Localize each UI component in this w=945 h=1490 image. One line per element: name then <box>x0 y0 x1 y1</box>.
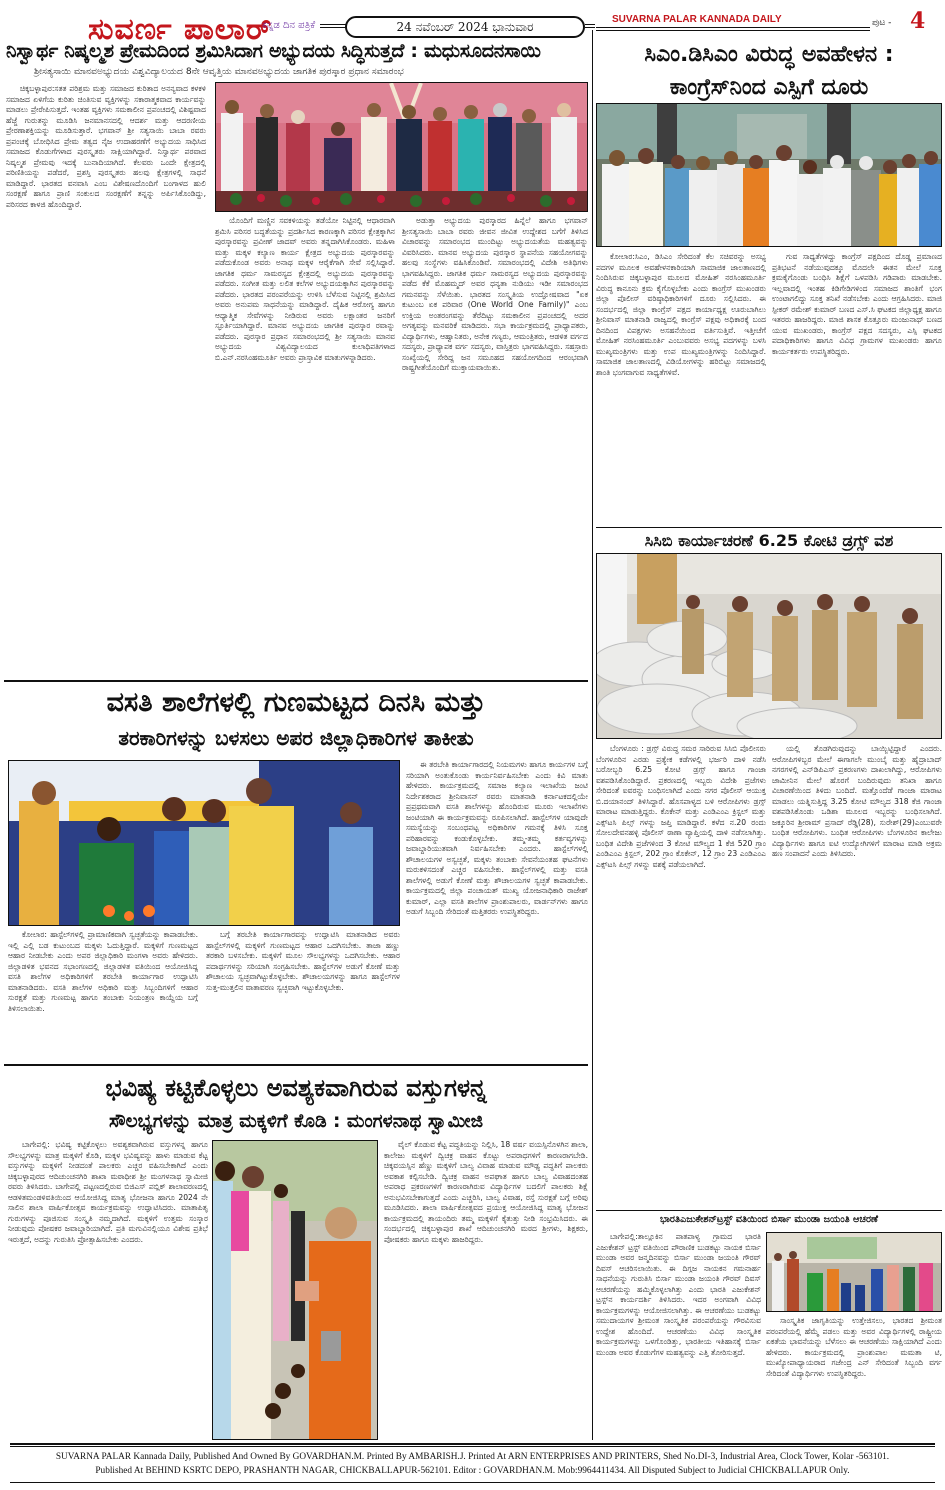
brand-english: SUVARNA PALAR KANNADA DAILY <box>612 14 782 25</box>
congress-col-1 <box>596 252 766 524</box>
masthead-tagline: ಕನ್ನಡ ದಿನ ಪತ್ರಿಕೆ <box>262 20 316 31</box>
drugs-col-1 <box>596 744 766 1199</box>
awards-ceremony-photo <box>216 83 588 212</box>
drugs-col-1-text: ಬೆಂಗಳೂರು : ಡ್ರಗ್ಸ್ ವಿರುದ್ಧ ಸಮರ ಸಾರಿರುವ ಸಿಸಿಬಿ ಪೊಲೀಸರು ಬೆಂಗಳೂರಿನ ಎರಡು ಪ್ರತ್ಯೇಕ ಕಡೆಗಳಲ್ಲಿ ಭರ್ಜರಿ ದಾಳಿ ನಡೆಸಿ ಬರೋಬ್ಬರಿ 6.25 ಕೋಟಿ ಡ್ರಗ್ಸ್ ಹಾಗೂ ಗಾಂಜಾ ವಶಪಡಿಸಿಕೊಂಡಿದ್ದಾರೆ. ಪ್ರಕರಣದಲ್ಲಿ ಇಬ್ಬರು ವಿದೇಶಿ ಪ್ರಜೆಗಳು ಸೇರಿದಂತೆ ಐವರನ್ನು ಬಂಧಿಸಲಾಗಿದೆ ಎಂದು ನಗರ ಪೊಲೀಸ್ ಆಯುಕ್ತ ಬಿ.ದಯಾನಂದ್ ತಿಳಿಸಿದ್ದಾರೆ. ಹೊಸಪಾಳ್ಯದ ಬಳಿ ಆರೋಪಿಗಳು ಡ್ರಗ್ಸ್ ಮಾರಾಟ ಮಾಡುತ್ತಿದ್ದರು. ಕೊಕೇನ್ ಮತ್ತು ಎಂಡಿಎಂಎ ಕ್ರಿಸ್ಟಲ್ ಮತ್ತು ಎಕ್ಸ್‌ಟಸಿ ಪಿಲ್ಸ್ ಗಳನ್ನು ಜಪ್ತಿ ಮಾಡಿದ್ದಾರೆ. ಕಳೆದ ನ.20 ರಂದು ಸೋಲದೇವನಹಳ್ಳಿ ಪೊಲೀಸ್ ಠಾಣಾ ವ್ಯಾಪ್ತಿಯಲ್ಲಿ ದಾಳಿ ನಡೆಸಲಾಗಿತ್ತು. ಬಂಧಿತ ವಿದೇಶಿ ಪ್ರಜೆಗಳಿಂದ 3 ಕೋಟಿ ಮೌಲ್ಯದ 1 ಕೆಜಿ 520 ಗ್ರಾಂ ಎಂಡಿಎಂಎ ಕ್ರಿಸ್ಟಲ್, 202 ಗ್ರಾಂ ಕೊಕೇನ್, 12 ಗ್ರಾಂ 23 ಎಂಡಿಎಂಎ ಎಕ್ಸ್‌ಟಸಿ ಪಿಲ್ಸ್ ಗಳನ್ನು ವಶಕ್ಕೆ ಪಡೆಯಲಾಗಿದೆ. <box>596 744 766 869</box>
lead-col-2 <box>215 216 395 674</box>
swamiji-col-2-text: ವೈಲ್ ಕೊಡುವ ಕೆಟ್ಟ ಪದ್ಧತಿಯನ್ನು ನಿಲ್ಲಿಸಿ, 18 ವರ್ಷ ವಯಸ್ಸಿನೊಳಗಿನ ಶಾಲಾ, ಕಾಲೇಜು ಮಕ್ಕಳಿಗೆ ದ್ವಿಚಕ್ರ ವಾಹನ ಕೊಟ್ಟು ಅಪರಾಧಗಳಿಗೆ ಕಾರಣರಾಗಬೇಡಿ. ಚಿಕ್ಕವಯಸ್ಸಿನ ಹೆಣ್ಣು ಮಕ್ಕಳಿಗೆ ಬಾಲ್ಯ ವಿವಾಹ ಮಾಡುವ ಮೌಢ್ಯ ಪದ್ಧತಿಗೆ ಪಾಲಕರು ಅವಕಾಶ ಕಲ್ಪಿಸಬೇಡಿ. ದ್ವಿಚಕ್ರ ವಾಹನ ಅಪಘಾತ ಹಾಗೂ ಬಾಲ್ಯ ವಿವಾಹದಂತಹ ಅಪರಾಧ ಪ್ರಕರಣಗಳಿಗೆ ಕಾರಣರಾಗಿರುವ ವಿದ್ಯಾರ್ಥಿಗಳ ಬದಲಿಗೆ ಪಾಲಕರು ಶಿಕ್ಷೆ ಅನುಭವಿಸಬೇಕಾಗುತ್ತದೆ ಎಂದು ಎಚ್ಚರಿಸಿ, ಬಾಲ್ಯ ವಿವಾಹ, ರಸ್ತೆ ಸುರಕ್ಷತೆ ಬಗ್ಗೆ ಅರಿವು ಮೂಡಿಸಿದರು. ಶಾಲಾ ವಾರ್ಷಿಕೋತ್ಸವದ ಪ್ರಯುಕ್ತ ಆಯೋಜಿಸಿದ್ದ ಮಾತೃ ಭೋಜನ ಕಾರ್ಯಕ್ರಮದಲ್ಲಿ ತಾಯಂದಿರು ತಮ್ಮ ಮಕ್ಕಳಿಗೆ ಕೈತುತ್ತು ನೀಡಿ ಸಂಭ್ರಮಿಸಿದರು. ಈ ಸಂದರ್ಭದಲ್ಲಿ ಚಿಕ್ಕಬಳ್ಳಾಪುರ ಶಾಖೆ ಆದಿಚುಂಚನಗಿರಿ ಮಠದ ಶ್ರೀಗಳು, ಶಿಕ್ಷಕರು, ಪೋಷಕರು ಹಾಗೂ ಮಕ್ಕಳು ಹಾಜರಿದ್ದರು. <box>384 1140 588 1244</box>
hostel-side-col-text: ಈ ತರಬೇತಿ ಕಾರ್ಯಾಗಾರದಲ್ಲಿ ನಿಯಮಗಳು ಹಾಗೂ ಕಾರ್ಯಗಳ ಬಗ್ಗೆ ಸರಿಯಾಗಿ ಅಂತುಕೊಂಡು ಕಾರ್ಯನಿರ್ವಹಿಸಬೇಕು ಎಂದು ಕಿವಿ ಮಾತು ಹೇಳಿದರು. ಕಾರ್ಯಕ್ರಮದಲ್ಲಿ ಸಮಾಜ ಕಲ್ಯಾಣ ಇಲಾಖೆಯ ಜಂಟಿ ನಿರ್ದೇಶಕರಾದ ಶ್ರೀನಿವಾಸನ್ ರವರು ಮಾತನಾಡಿ ಕರ್ನಾಟಕದಲ್ಲಿಯೇ ಪ್ರಪ್ರಥಮವಾಗಿ ವಸತಿ ಶಾಲೆಗಳನ್ನು ಹೊಂದಿರುವ ಮೂರು ಇಲಾಖೆಗಳು ಜಂಟಿಯಾಗಿ ಈ ಕಾರ್ಯಕ್ರಮವನ್ನು ರೂಪಿಸಲಾಗಿದೆ. ಹಾಸ್ಟೆಲ್‌ಗಳ ಯಾವುದೇ ಸಮಸ್ಯೆಯನ್ನು ಸಂಬಂಧಪಟ್ಟ ಅಧಿಕಾರಿಗಳ ಗಮನಕ್ಕೆ ತಿಳಿಸಿ ಸೂಕ್ತ ಪರಿಹಾರವನ್ನು ಕಂಡುಕೊಳ್ಳಬೇಕು. ತಮ್ಮ-ತಮ್ಮ ಕರ್ತವ್ಯಗಳನ್ನು ಜವಾಬ್ದಾರಿಯುತವಾಗಿ ನಿರ್ವಹಿಸಬೇಕು ಎಂದರು. ಹಾಸ್ಟೆಲ್‌ಗಳಲ್ಲಿ ಶೌಚಾಲಯಗಳ ಅಸ್ವಚ್ಛತೆ, ಮಕ್ಕಳು ತಂಬಾಕು ಸೇವನೆಯಂತಹ ಘಟನೆಗಳು ಮರುಕಳಿಸದಂತೆ ಎಚ್ಚರ ವಹಿಸಬೇಕು. ಹಾಸ್ಟೆಲ್‌ಗಳಲ್ಲಿ ಮತ್ತು ವಸತಿ ಶಾಲೆಗಳಲ್ಲಿ ಅಡುಗೆ ಕೋಣೆ ಮತ್ತು ಶೌಚಾಲಯಗಳ ಸ್ವಚ್ಛತೆ ಕಾಪಾಡಬೇಕು. ಕಾರ್ಯಕ್ರಮದಲ್ಲಿ ಜಿಲ್ಲಾ ಪಂಚಾಯತ್ ಮುಖ್ಯ ಯೋಜನಾಧಿಕಾರಿ ರಾಜೇಶ್ ಕುಮಾರ್, ಎಲ್ಲಾ ವಸತಿ ಶಾಲೆಗಳ ಪ್ರಾಂಶುಪಾಲರು, ವಾರ್ಡನ್‌ಗಳು ಹಾಗೂ ಅಡುಗೆ ಸಿಬ್ಬಂದಿ ಸೇರಿದಂತೆ ಮತ್ತಿತರರು ಉಪಸ್ಥಿತರಿದ್ದರು. <box>406 760 588 916</box>
mothers-meal-photo <box>213 1141 378 1440</box>
lead-col-1 <box>6 84 206 674</box>
swamiji-headline-line2: ಸೌಲಭ್ಯಗಳನ್ನು ಮಾತ್ರ ಮಕ್ಕಳಿಗೆ ಕೊಡಿ : ಮಂಗಳನಾಥ ಸ್ವಾಮೀಜಿ <box>108 1111 484 1132</box>
swamiji-top-rule <box>4 1064 588 1066</box>
hostel-photo <box>8 760 400 926</box>
page-number: 4 <box>910 8 926 34</box>
congress-col-1-text: ಕೋಲಾರ:ಸಿಎಂ, ಡಿಸಿಎಂ ಸೇರಿದಂತೆ ಕೆಲ ಸಚಿವರನ್ನು ಅಸಭ್ಯ ಪದಗಳ ಮೂಲಕ ಅವಹೇಳನಕಾರಿಯಾಗಿ ಸಾಮಾಜಿಕ ಜಾಲತಾಣದಲ್ಲಿ ನಿಂದಿಸಿರುವ ಚಿಕ್ಕಬಳ್ಳಾಪುರ ಮೂಲದ ಮೋಹಿತ್ ನರಸಿಂಹಮೂರ್ತಿ ವಿರುದ್ಧ ಕಾನೂನು ಕ್ರಮ ಕೈಗೊಳ್ಳಬೇಕು ಎಂದು ಕಾಂಗ್ರೆಸ್ ಮುಖಂಡರು ಜಿಲ್ಲಾ ಪೊಲೀಸ್ ವರಿಷ್ಠಾಧಿಕಾರಿಗಳಿಗೆ ದೂರು ಸಲ್ಲಿಸಿದರು. ಈ ಸಂದರ್ಭದಲ್ಲಿ ಜಿಲ್ಲಾ ಕಾಂಗ್ರೆಸ್ ಪಕ್ಷದ ಕಾರ್ಯಾಧ್ಯಕ್ಷ ಊರುಬಾಗಿಲು ಶ್ರೀನಿವಾಸ್ ಮಾತನಾಡಿ ರಾಜ್ಯದಲ್ಲಿ ಕಾಂಗ್ರೆಸ್ ಪಕ್ಷವು ಅಧಿಕಾರಕ್ಕೆ ಬಂದ ದಿನದಿಂದ ವಿಪಕ್ಷಗಳು ಅಸಹನೆಯಿಂದ ವರ್ತಿಸುತ್ತಿವೆ. ಇತ್ತೀಚೆಗೆ ಮೋಹಿತ್ ನರಸಿಂಹಮೂರ್ತಿ ಎಂಬುವವರು ಅಸಭ್ಯ ಪದಗಳನ್ನು ಬಳಸಿ ಮುಖ್ಯಮಂತ್ರಿಗಳು ಮತ್ತು ಉಪ ಮುಖ್ಯಮಂತ್ರಿಗಳನ್ನು ನಿಂದಿಸಿದ್ದಾರೆ. ಸಾಮಾಜಿಕ ಜಾಲತಾಣದಲ್ಲಿ ವಿಡಿಯೋಗಳನ್ನು ಹರಿಬಿಟ್ಟು ಸಮಾಜದಲ್ಲಿ ಶಾಂತಿ ಭಂಗವಾಗುವ ಸಾಧ್ಯತೆಗಳಿವೆ. <box>596 252 766 377</box>
hostel-side-col <box>406 760 588 1060</box>
footer-bottom-rule <box>10 1482 935 1483</box>
lead-col-1-text: ಚಿಕ್ಕಬಳ್ಳಾಪುರ:ಸತತ ಪರಿಶ್ರಮ ಮತ್ತು ಸಮಾಜದ ಕುರಿತಾದ ಅನನ್ಯವಾದ ಕಳಕಳಿ ಸಮಾಜದ ಏಳಿಗೆಯ ಕುರಿತು ಚಿಂತಿಸುವ ವ್ಯಕ್ತಿಗಳನ್ನು ಸಕಾರಾತ್ಮಕವಾದ ಕಾರ್ಯವನ್ನು ಮಾಡಲು ಪ್ರೇರೇಪಿಸುತ್ತದೆ. ಇಂತಹ ವ್ಯಕ್ತಿಗಳು ಸಮಕಾಲೀನ ಪ್ರಪಂಚದಲ್ಲಿ ವಿಶಿಷ್ಟವಾದ ಹೆಜ್ಜೆ ಗುರುತನ್ನು ಮೂಡಿಸಿ ಜನಮಾನಸದಲ್ಲಿ ಆದರ್ಶ ಮತ್ತು ಆದರಣೀಯ ಪ್ರೇರಣಾಶಕ್ತಿಯನ್ನು ಮೂಡಿಸುತ್ತಾರೆ. ಭಗವಾನ್ ಶ್ರೀ ಸತ್ಯಸಾಯಿ ಬಾಬಾ ರವರು ಪ್ರಪಂಚಕ್ಕೆ ಬೋಧಿಸಿದ ಪ್ರೇಮ ತತ್ವದ ನೈಜ ಉದಾಹರಣೆಗೆ ಅಭ್ಯುದಯ ಸಾಧಿಸಿದ ಸಮಾಜದ ಕೊಡುಗೆಗಳಾದ ಪುರಸ್ಕೃತರು ಸಾಕ್ಷಿಯಾಗಿದ್ದಾರೆ. ನಿಸ್ವಾರ್ಥ ಪರವಾದ ನಿಷ್ಕಲ್ಮಶ ಪ್ರೇಮವು ಇದಕ್ಕೆ ಬುನಾದಿಯಾಗಿದೆ. ಕೆಲವರು ಒಂದೇ ಕ್ಷೇತ್ರದಲ್ಲಿ ಪರಿಣಿತಿಯನ್ನು ಪಡೆದರೆ, ಪ್ರಶಸ್ತಿ ಪುರಸ್ಕೃತರು ಹಲವು ಕ್ಷೇತ್ರಗಳಲ್ಲಿ ಸಾಧನೆ ಮಾಡಿದ್ದಾರೆ. ಭಾರತದ ವನವಾಸಿ ಎಂಬ ವಿಶೇಷಣದೊಂದಿಗೆ ಬಂಗಾಳದ ಹುಲಿ ಸಂರಕ್ಷಣೆ ಹಾಗೂ ಪ್ರಾಣಿ ಸಂಕುಲದ ಸಂರಕ್ಷಣೆಗೆ ತನ್ನನ್ನು ಅರ್ಪಿಸಿಕೊಂಡಿದ್ದು, ಪರಿಸರದ ಕಾಳಜಿ ಹೊಂದಿದ್ದಾರೆ. <box>6 84 206 209</box>
swamiji-col-1-text: ಬಾಗೇಪಲ್ಲಿ: ಭವಿಷ್ಯ ಕಟ್ಟಿಕೊಳ್ಳಲು ಅವಶ್ಯಕವಾಗಿರುವ ವಸ್ತುಗಳನ್ನ ಹಾಗೂ ಸೌಲಭ್ಯಗಳನ್ನು ಮಾತ್ರ ಮಕ್ಕಳಿಗೆ ಕೊಡಿ, ಮಕ್ಕಳ ಭವಿಷ್ಯವನ್ನು ಹಾಳು ಮಾಡುವ ಕೆಟ್ಟ ವಸ್ತುಗಳನ್ನು ಮಕ್ಕಳಿಗೆ ನೀಡದಂತೆ ಪಾಲಕರು ಎಚ್ಚರ ವಹಿಸಬೇಕಾಗಿದೆ ಎಂದು ಚಿಕ್ಕಬಳ್ಳಾಪುರದ ಆದಿಚುಂಚನಗಿರಿ ಶಾಖಾ ಮಠಾಧೀಶ ಶ್ರೀ ಮಂಗಳನಾಥ ಸ್ವಾಮೀಜಿ ರವರು ತಿಳಿಸಿದರು. ಬಾಗೇಪಲ್ಲಿ ಪಟ್ಟಣದಲ್ಲಿರುವ ಬಿಜಿಎಸ್ ಪಬ್ಲಿಕ್ ಶಾಲಾವರಣದಲ್ಲಿ ಆಡಳಿತಮಂಡಳಿವತಿಯಿಂದ ಆಯೋಜಿಸಿದ್ದ ಮಾತೃ ಭೋಜನಾ ಹಾಗೂ 2024 ನೇ ಸಾಲಿನ ಶಾಲಾ ವಾರ್ಷಿಕೋತ್ಸವ ಕಾರ್ಯಕ್ರಮವನ್ನು ಉದ್ಘಾಟಿಸಿದರು. ಮಾತಾಪಿತೃ ಗುರುಗಳನ್ನು ಪೂಜಿಸುವ ಸಂಸ್ಕೃತಿ ನಮ್ಮದಾಗಿದೆ. ಮಕ್ಕಳಿಗೆ ಉತ್ತಮ ಸಂಸ್ಕಾರ ನೀಡುವುದು ಪೋಷಕರ ಜವಾಬ್ದಾರಿಯಾಗಿದೆ. ಪ್ರತಿ ಮಗುವಿನಲ್ಲಿಯೂ ವಿಶೇಷ ಪ್ರತಿಭೆ ಇರುತ್ತದೆ, ಅದನ್ನು ಗುರುತಿಸಿ ಪ್ರೋತ್ಸಾಹಿಸಬೇಕು ಎಂದರು. <box>8 1140 208 1244</box>
birsa-col-2-text: ಸಾಂಸ್ಕೃತಿಕ ಜಾಗೃತಿಯನ್ನು ಉತ್ತೇಜಿಸಲು, ಭಾರತದ ಶ್ರೀಮಂತ ಪರಂಪರೆಯಲ್ಲಿ ಹೆಮ್ಮೆ ಪಡಲು ಮತ್ತು ಅವರ ವಿದ್ಯಾರ್ಥಿಗಳಲ್ಲಿ ರಾಷ್ಟ್ರೀಯ ಏಕತೆಯ ಭಾವನೆಯನ್ನು ಬೆಳೆಸಲು ಈ ಆಚರಣೆಯು ಸಾಕ್ಷಿಯಾಗಿದೆ ಎಂದು ಹೇಳಿದರು. ಕಾರ್ಯಕ್ರಮದಲ್ಲಿ ಪ್ರಾಂಶುಪಾಲ ಮಮತಾ ಟಿ, ಮುಖ್ಯೋಪಾಧ್ಯಾಯರಾದ ಗಜೇಂದ್ರ ಎನ್ ಸೇರಿದಂತೆ ಸಿಬ್ಬಂದಿ ವರ್ಗ ಸೇರಿದಂತೆ ವಿದ್ಯಾರ್ಥಿಗಳು ಉಪಸ್ಥಿತರಿದ್ದರು. <box>766 1316 942 1378</box>
imprint-line-1: SUVARNA PALAR Kannada Daily, Published And Owned By GOVARDHAN.M. Printed By AMBARISH.J. Printed At ARN ENTERPRISES AND PRINTERS, Shed No.DI-3, Industrial Area, Clock Tower, Kolar -563101. <box>55 1452 890 1462</box>
birsa-top-rule <box>596 1210 942 1211</box>
congress-delegation-photo <box>597 104 942 247</box>
hostel-headline-line2: ತರಕಾರಿಗಳನ್ನು ಬಳಸಲು ಅಪರ ಜಿಲ್ಲಾಧಿಕಾರಿಗಳ ತಾಕೀತು <box>118 726 474 750</box>
birsa-col-1-text: ಬಾಗೇಪಲ್ಲಿ:ತಾಲ್ಲೂಕಿನ ಪಾತಪಾಳ್ಯ ಗ್ರಾಮದ ಭಾರತಿ ಎಜುಕೇಶನ್ ಟ್ರಸ್ಟ್ ವತಿಯಿಂದ ಪೌರಾಣಿಕ ಬುಡಕಟ್ಟು ನಾಯಕ ಬಿರ್ಸಾ ಮುಂಡಾ ಅವರ ಜನ್ಮದಿನವನ್ನು ಬಿರ್ಸಾ ಮುಂಡಾ ಜಯಂತಿ ಗೌರವ್ ದಿವಸ್ ಆಚರಿಸಲಾಯಿತು. ಈ ದಿಗ್ಗಜ ನಾಯಕನ ಗಮನಾರ್ಹ ಸಾಧನೆಯನ್ನು ಗುರುತಿಸಿ ಬಿರ್ಸಾ ಮುಂಡಾ ಜಯಂತಿ ಗೌರವ್ ದಿವಸ್ ಆಚರಣೆಯನ್ನು ಹಮ್ಮಿಕೊಳ್ಳಲಾಗಿತ್ತು ಎಂದು ಭಾರತಿ ಎಜುಕೇಶನ್ ಟ್ರಸ್ಟ್‌ನ ಕಾರ್ಯದರ್ಶಿ ತಿಳಿಸಿದರು. ಇದರ ಅಂಗವಾಗಿ ವಿವಿಧ ಕಾರ್ಯಕ್ರಮಗಳನ್ನು ಆಯೋಜಿಸಲಾಗಿತ್ತು. ಈ ಆಚರಣೆಯು ಬುಡಕಟ್ಟು ಸಮುದಾಯಗಳ ಶ್ರೀಮಂತ ಸಾಂಸ್ಕೃತಿಕ ಪರಂಪರೆಯನ್ನು ಗೌರವಿಸುವ ಉದ್ದೇಶ ಹೊಂದಿದೆ. ಆಚರಣೆಯು ವಿವಿಧ ಸಾಂಸ್ಕೃತಿಕ ಕಾರ್ಯಕ್ರಮಗಳನ್ನು ಒಳಗೊಂಡಿತ್ತು, ಭಾರತೀಯ ಇತಿಹಾಸಕ್ಕೆ ಬಿರ್ಸಾ ಮುಂಡಾ ಅವರ ಕೊಡುಗೆಗಳ ಮಹತ್ವವನ್ನು ಎತ್ತಿ ತೋರಿಸುತ್ತದೆ. <box>596 1232 761 1357</box>
congress-photo <box>596 103 942 247</box>
swamiji-col-1 <box>8 1140 208 1440</box>
hostel-top-rule <box>4 680 588 682</box>
swamiji-headline-line1: ಭವಿಷ್ಯ ಕಟ್ಟಿಕೊಳ್ಳಲು ಅವಶ್ಯಕವಾಗಿರುವ ವಸ್ತುಗಳನ್ನ <box>105 1074 487 1102</box>
hostel-headline-line1: ವಸತಿ ಶಾಲೆಗಳಲ್ಲಿ ಗುಣಮಟ್ಟದ ದಿನಸಿ ಮತ್ತು <box>106 687 486 718</box>
police-seizure-photo <box>597 554 942 739</box>
imprint-footer <box>0 1450 945 1478</box>
issue-date: 24 ನವೆಂಬರ್ 2024 ಭಾನುವಾರ <box>345 16 585 38</box>
drugs-col-2-text: ಯಲ್ಲಿ ತೊಡಗಿರುವುದನ್ನು ಬಾಯ್ಬಿಟ್ಟಿದ್ದಾರೆ ಎಂದರು. ಆರೋಪಿಗಳಿಬ್ಬರ ಮೇಲೆ ಈಗಾಗಲೇ ಮುಂಬೈ ಮತ್ತು ಹೈದ್ರಾಬಾದ್ ನಗರಗಳಲ್ಲಿ ಎನ್‌ಡಿಪಿಎಸ್ ಪ್ರಕರಣಗಳು ದಾಖಲಾಗಿದ್ದು, ಆರೋಪಿಗಳು ಜಾಮೀನಿನ ಮೇಲೆ ಹೊರಗೆ ಬಂದಿರುವುದು ತನಿಖಾ ಹಾಗೂ ವಿಚಾರಣೆಯಿಂದ ತಿಳಿದು ಬಂದಿದೆ. ಮತ್ತೊಂದೆಡೆ ಗಾಂಜಾ ಮಾರಾಟ ಮಾಡಲು ಯತ್ನಿಸುತ್ತಿದ್ದ 3.25 ಕೋಟಿ ಮೌಲ್ಯದ 318 ಕೆಜಿ ಗಾಂಜಾ ವಶಪಡಿಸಿಕೊಂಡು ಒಡಿಶಾ ಮೂಲದ ಇಬ್ಬರನ್ನು ಬಂಧಿಸಲಾಗಿದೆ. ಜಕ್ಕೂರಿನ ಶ್ರೀರಾಮ್ ಪ್ರಸಾದ್ ರೆಡ್ಡಿ(28), ಸುರೇಶ್(29)ಎಂಬುವರೇ ಬಂಧಿತ ಆರೋಪಿಗಳು. ಬಂಧಿತ ಆರೋಪಿಗಳು ಬೆಂಗಳೂರಿನ ಕಾಲೇಜು ವಿದ್ಯಾರ್ಥಿಗಳು ಹಾಗೂ ಐಟಿ ಉದ್ಯೋಗಿಗಳಿಗೆ ಮಾರಾಟ ಮಾಡಿ ಅಕ್ರಮ ಹಣ ಸಂಪಾದನೆ ಎಂದು ತಿಳಿಸಿದರು. <box>772 744 942 858</box>
page-label: ಪುಟ - <box>872 18 892 28</box>
hostel-col-2-text: ಬಗ್ಗೆ ತರಬೇತಿ ಕಾರ್ಯಾಗಾರವನ್ನು ಉದ್ಘಾಟಿಸಿ ಮಾತನಾಡಿದ ಅವರು ಹಾಸ್ಟೆಲ್‌ಗಳಲ್ಲಿ ಮಕ್ಕಳಿಗೆ ಗುಣಮಟ್ಟದ ಆಹಾರ ಒದಗಿಸಬೇಕು. ತಾಜಾ ಹಣ್ಣು ತರಕಾರಿ ಬಳಸಬೇಕು. ಮಕ್ಕಳಿಗೆ ಮೂಲ ಸೌಲಭ್ಯಗಳನ್ನು ಒದಗಿಸಬೇಕು. ಆಹಾರ ಪದಾರ್ಥಗಳನ್ನು ಸರಿಯಾಗಿ ಸಂಗ್ರಹಿಸಬೇಕು. ಹಾಸ್ಟೆಲ್‌ಗಳ ಅಡುಗೆ ಕೋಣೆ ಮತ್ತು ಶೌಚಾಲಯ ಸ್ವಚ್ಛವಾಗಿಟ್ಟುಕೊಳ್ಳಬೇಕು. ಶೌಚಾಲಯಗಳನ್ನು ಹಾಗೂ ಹಾಸ್ಟೆಲ್‌ಗಳ ಸುತ್ತ-ಮುತ್ತಲಿನ ವಾತಾವರಣ ಸ್ವಚ್ಛವಾಗಿ ಇಟ್ಟುಕೊಳ್ಳಬೇಕು. <box>206 930 400 992</box>
birsa-col-1 <box>596 1232 761 1438</box>
congress-headline-line2: ಕಾಂಗ್ರೆಸ್‌ನಿಂದ ಎಸ್ಪಿಗೆ ದೂರು <box>669 75 869 100</box>
birsa-photo <box>766 1232 942 1312</box>
masthead-logo: ಸುವರ್ಣ ಪಾಲಾರ್ <box>88 12 273 47</box>
lead-photo <box>215 82 588 212</box>
swamiji-col-2 <box>384 1140 588 1440</box>
birsa-col-2 <box>766 1316 942 1438</box>
swamiji-photo <box>212 1140 378 1440</box>
column-divider <box>592 30 593 1440</box>
lead-col-3 <box>402 216 588 674</box>
students-group-photo <box>767 1233 942 1312</box>
hostel-col-2 <box>206 930 400 1060</box>
congress-headline-line1: ಸಿಎಂ.ಡಿಸಿಎಂ ವಿರುದ್ಧ ಅವಹೇಳನ : <box>644 42 894 67</box>
birsa-headline: ಭಾರತಿಎಜುಕೇಶನ್‌ಟ್ರಸ್ಟ್ ವತಿಯಿಂದ ಬಿರ್ಸಾ ಮುಂಡಾ ಜಯಂತಿ ಆಚರಣೆ <box>659 1214 878 1225</box>
drugs-headline: ಸಿಸಿಬಿ ಕಾರ್ಯಾಚರಣೆ 6.25 ಕೋಟಿ ಡ್ರಗ್ಸ್ ವಶ <box>644 531 894 550</box>
congress-headline <box>596 38 942 104</box>
footer-top-rule <box>10 1443 935 1447</box>
hostel-col-1-text: ಕೋಲಾರ: ಹಾಸ್ಟೆಲ್‌ಗಳಲ್ಲಿ ಪ್ರಾಮಾಣಿಕವಾಗಿ ಸ್ವಚ್ಛತೆಯನ್ನು ಕಾಪಾಡಬೇಕು. ಇಲ್ಲಿ ಎಲ್ಲಿ ಬಡ ಕುಟುಂಬದ ಮಕ್ಕಳು ಓದುತ್ತಿದ್ದಾರೆ. ಮಕ್ಕಳಿಗೆ ಗುಣಮಟ್ಟದ ಆಹಾರ ನೀಡಬೇಕು ಎಂದು ಅಪರ ಜಿಲ್ಲಾಧಿಕಾರಿ ಮಂಗಳಾ ಅವರು ಹೇಳಿದರು. ಜಿಲ್ಲಾಡಳಿತ ಭವನದ ಸಭಾಂಗಣದಲ್ಲಿ ಜಿಲ್ಲಾಡಳಿತ ವತಿಯಿಂದ ಆಯೋಜಿಸಿದ್ದ ವಸತಿ ಶಾಲೆಗಳ ಅಧಿಕಾರಿಗಳಿಗೆ ತರಬೇತಿ ಕಾರ್ಯಾಗಾರ ಉದ್ಘಾಟಿಸಿ ಮಾತನಾಡಿದರು. ವಸತಿ ಶಾಲೆಗಳ ಅಧಿಕಾರಿ ಮತ್ತು ಸಿಬ್ಬಂದಿಗಳಿಗೆ ಆಹಾರ ಸುರಕ್ಷತೆ ಮತ್ತು ಗುಣಮಟ್ಟ ಹಾಗೂ ತಂಬಾಕು ನಿಯಂತ್ರಣ ಕಾಯ್ದೆಯ ಬಗ್ಗೆ ತಿಳಿಸಲಾಯಿತು. <box>8 930 198 1013</box>
lead-headline: ನಿಸ್ವಾರ್ಥ ನಿಷ್ಕಲ್ಮಶ ಪ್ರೇಮದಿಂದ ಶ್ರಮಿಸಿದಾಗ ಅಭ್ಯುದಯ ಸಿದ್ಧಿಸುತ್ತದೆ : ಮಧುಸೂದನಸಾಯಿ <box>6 40 541 62</box>
congress-col-2 <box>772 252 942 524</box>
lead-col-3-text: ಅಡುತ್ತಾ ಅಭ್ಯುದಯ ಪುರಸ್ಕಾರದ ಹಿನ್ನೆಲೆ ಹಾಗೂ ಭಗವಾನ್ ಶ್ರೀಸತ್ಯಸಾಯಿ ಬಾಬಾ ರವರು ಜೀವನ ಜೀವಿತ ಉದ್ದೇಶದ ಬಗೆಗೆ ತಿಳಿಸಿದ ವಿಚಾರವನ್ನು ಸಮಾರಂಭದ ಮುಂದಿಟ್ಟು ಅಭ್ಯುದಯತೆಯ ಮಹತ್ವವನ್ನು ವಿವರಿಸಿದರು. ಮಾನವ ಅಭ್ಯುದಯ ಪುರಸ್ಕಾರ ಸ್ಥಾಪನೆಯ ಸಹಯೋಗವನ್ನು ಹಲವು ಸಂಸ್ಥೆಗಳು ವಹಿಸಿಕೊಂಡಿವೆ. ಸಮಾರಂಭದಲ್ಲಿ ವಿದೇಶಿ ಅತಿಥಿಗಳು ಭಾಗವಹಿಸಿದ್ದರು. ಜಾಗತಿಕ ಧರ್ಮ ಸಾಮರಸ್ಯದ ಅಭ್ಯುದಯ ಪುರಸ್ಕಾರವನ್ನು ಪಡೆದ ಕೆಕೆ ಮೊಹಮ್ಮದ್ ಅವರ ಧನ್ಯತಾ ನುಡಿಯು ಇಡೀ ಸಮಾರಂಭದ ಗಮನವನ್ನು ಸೆಳೆಯಿತು. ಭಾರತದ ಸಂಸ್ಕೃತಿಯ ಉದ್ಘೋಷವಾದ "ಏಕ ಕುಟುಂಬ ಏಕ ಪರಿವಾರ (One World One Family)" ಎಂಬ ಉಕ್ತಿಯ ಅಂತರಂಗವನ್ನು ತೆರೆದಿಟ್ಟು ಸಮಕಾಲೀನ ಪ್ರಪಂಚದಲ್ಲಿ ಅದರ ಅಗತ್ಯವನ್ನು ಮನವರಿಕೆ ಮಾಡಿದರು. ಸಭಾ ಕಾರ್ಯಕ್ರಮದಲ್ಲಿ ಪ್ರಾಧ್ಯಾಪಕರು, ವಿದ್ಯಾರ್ಥಿಗಳು, ಆಹ್ವಾನಿತರು, ಅನೇಕ ಗಣ್ಯರು, ಆಮಂತ್ರಿತರು, ಆಡಳಿತ ವರ್ಗದ ಸದಸ್ಯರು, ಪ್ರಾಧ್ಯಾಪಕ ವರ್ಗ ಸದಸ್ಯರು, ವಾಸ್ತಿತ್ರರು ಭಾಗವಹಿಸಿದ್ದರು. ಸಹಸ್ರಾರು ಸಂಖ್ಯೆಯಲ್ಲಿ ಸೇರಿದ್ದ ಜನ ಸಮೂಹದ ಸಹಯೋಗದಿಂದ ಆರಂಭವಾಗಿ ರಾಷ್ಟ್ರಗೀತೆಯೊಂದಿಗೆ ಮುಕ್ತಾಯವಾಯಿತು. <box>402 216 588 372</box>
lead-col-2-text: ಯೊಂದಿಗೆ ಮಣ್ಣಿನ ಸವಕಳಿಯನ್ನು ತಡೆಯೋ ನಿಟ್ಟಿನಲ್ಲಿ ಆಧಾರವಾಗಿ ಶ್ರಮಿಸಿ ಪರಿಸರ ಬದ್ಧತೆಯನ್ನು ಪ್ರದರ್ಶಿಸಿದ ಕಾರಣಕ್ಕಾಗಿ ಪರಿಸರ ಕ್ಷೇತ್ರಕ್ಕಾಗಿನ ಪುರಸ್ಕಾರವನ್ನು ಪ್ರವೀಣ್ ಜಾದವ್ ಅವರು ತನ್ನದಾಗಿಸಿಕೊಂಡರು. ಮಹಿಳಾ ಮತ್ತು ಮಕ್ಕಳ ಕಲ್ಯಾಣ ಕಾರ್ಯ ಕ್ಷೇತ್ರದ ಅಭ್ಯುದಯ ಪುರಸ್ಕಾರವನ್ನು ಪಡೆದುಕೊಂಡ ಅವರು ಅನಾಥ ಮಕ್ಕಳ ಆರೈಕೆಗಾಗಿ ಸೇವೆ ಸಲ್ಲಿಸಿದ್ದಾರೆ. ಜಾಗತಿಕ ಧರ್ಮ ಸಾಮರಸ್ಯದ ಕ್ಷೇತ್ರದಲ್ಲಿ ಅಭ್ಯುದಯ ಪುರಸ್ಕಾರವನ್ನು ಪಡೆದರು. ಸಂಗೀತ ಮತ್ತು ಲಲಿತ ಕಲೆಗಳ ಅಭ್ಯುದಯಕ್ಕಾಗಿನ ಪುರಸ್ಕಾರವನ್ನು ಪಡೆದರು. ಭಾರತದ ಪರಂಪರೆಯನ್ನು ಉಳಿಸಿ ಬೆಳೆಸುವ ನಿಟ್ಟಿನಲ್ಲಿ ಶ್ರಮಿಸಿದ ಅವರು ಅನುಪಮ ಸಾಧನೆಯನ್ನು ಮಾಡಿದ್ದಾರೆ. ದೈಹಿಕ ಆರೋಗ್ಯ ಹಾಗೂ ಆಧ್ಯಾತ್ಮಿಕ ಸೇವೆಗಳನ್ನು ನೀಡಿರುವ ಅವರು ಲಕ್ಷಾಂತರ ಜನರಿಗೆ ಸ್ಫೂರ್ತಿಯಾಗಿದ್ದಾರೆ. ಮಾನವ ಅಭ್ಯುದಯ ಜಾಗತಿಕ ಪುರಸ್ಕಾರ ರವಾನ್ನು ಪಡೆದರು. ಪುರಸ್ಕಾರ ಪ್ರಧಾನ ಸಮಾರಂಭದಲ್ಲಿ ಶ್ರೀ ಸತ್ಯಸಾಯಿ ಮಾನವ ಅಭ್ಯುದಯ ವಿಶ್ವವಿದ್ಯಾಲಯದ ಕುಲಾಧಿಪತಿಗಳಾದ ಬಿ.ಎನ್.ನರಸಿಂಹಮೂರ್ತಿ ಅವರು ಪ್ರಾಸ್ತಾವಿಕ ಮಾತುಗಳನ್ನಾಡಿದರು. <box>215 216 395 362</box>
lamp-lighting-photo <box>9 761 400 926</box>
drugs-col-2 <box>772 744 942 1199</box>
hostel-col-1 <box>8 930 198 1060</box>
masthead-rule-left <box>320 24 346 28</box>
masthead-rule-right <box>596 27 870 31</box>
lead-subheadline: ಶ್ರೀಸತ್ಯಸಾಯಿ ಮಾನವಅಭ್ಯುದಯ ವಿಶ್ವವಿದ್ಯಾಲಯದ 8ನೇ ಆವೃತ್ತಿಯ ಮಾನವಅಭ್ಯುದಯ ಜಾಗತಿಕ ಪುರಸ್ಕಾರ ಪ್ರಧಾನ ಸಮಾರಂಭ <box>34 66 404 77</box>
congress-col-2-text: ಗುವ ಸಾಧ್ಯತೆಗಳಿದ್ದು ಕಾಂಗ್ರೆಸ್ ಪಕ್ಷದಿಂದ ದೊಡ್ಡ ಪ್ರಮಾಣದ ಪ್ರತಿಭಟನೆ ನಡೆಯುವುದಕ್ಕೂ ಮೊದಲೇ ಈತನ ಮೇಲೆ ಸೂಕ್ತ ಕ್ರಮಕೈಗೊಂಡು ಬಂಧಿಸಿ ಶಿಕ್ಷೆಗೆ ಒಳಪಡಿಸಿ ಗಡಿಪಾರು ಮಾಡಬೇಕು. ಇಲ್ಲವಾದಲ್ಲಿ ಇಂತಹ ಕಿಡಿಗೇಡಿಗಳಿಂದ ಸಮಾಜದ ಶಾಂತಿಗೆ ಭಂಗ ಉಂಟಾಗಲಿದ್ದು ಸೂಕ್ತ ತನಿಖೆ ನಡೆಸಬೇಕು ಎಂದು ಆಗ್ರಹಿಸಿದರು. ಮಾಜಿ ಸ್ಪೀಕರ್ ರಮೇಶ್ ಕುಮಾರ್ ಬಣದ ಎಸ್.ಸಿ ಘಟಕದ ಜಿಲ್ಲಾಧ್ಯಕ್ಷ ಹಾಗೂ ಇತರರು ಹಾಜರಿದ್ದರು. ಮಾಜಿ ಶಾಸಕ ಕೊತ್ತೂರು ಮಂಜುನಾಥ್ ಬಣದ ಯುವ ಮುಖಂಡರು, ಕಾಂಗ್ರೆಸ್ ಪಕ್ಷದ ಸದಸ್ಯರು, ಎಸ್ಸಿ ಘಟಕದ ಪದಾಧಿಕಾರಿಗಳು ಹಾಗೂ ವಿವಿಧ ಗ್ರಾಮಗಳ ಮುಖಂಡರು ಹಾಗೂ ಕಾರ್ಯಕರ್ತರು ಉಪಸ್ಥಿತರಿದ್ದರು. <box>772 252 942 356</box>
drugs-top-rule <box>596 527 942 528</box>
imprint-line-2: Published At BEHIND KSRTC DEPO, PRASHANTH NAGAR, CHICKBALLAPUR-562101. Editor : GOVARDHAN.M. Mob:9964411434. All Disputed Subject to Judicial CHICKBALLAPUR Only. <box>95 1466 850 1476</box>
masthead-rule-mid <box>585 24 595 28</box>
drugs-photo <box>596 553 942 739</box>
